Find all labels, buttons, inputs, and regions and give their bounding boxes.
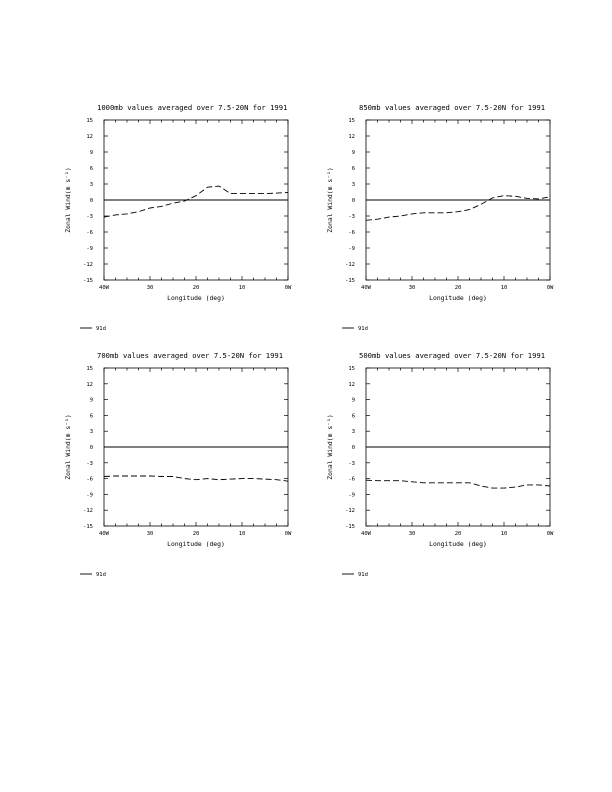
y-tick-label: 9: [89, 397, 93, 404]
y-tick-label: 12: [348, 134, 355, 140]
chart-panel-4: [326, 351, 554, 578]
y-tick-label: 12: [86, 134, 93, 140]
legend-label: 91d: [358, 326, 368, 332]
y-tick-label: -15: [83, 278, 93, 284]
x-tick-label: 30: [146, 531, 154, 537]
chart-panel-1: [64, 103, 292, 332]
y-tick-label: -6: [86, 230, 93, 236]
x-tick-label: 20: [454, 285, 462, 291]
y-tick-label: -9: [86, 246, 93, 252]
legend-label: 91d: [358, 572, 368, 578]
x-tick-label: 40W: [361, 531, 371, 537]
x-tick-label: 10: [238, 531, 246, 537]
x-tick-label: 20: [192, 285, 200, 291]
y-tick-label: -15: [345, 524, 355, 530]
legend-label: 91d: [96, 572, 106, 578]
y-tick-label: 15: [86, 118, 93, 124]
charts-container: [64, 103, 554, 578]
chart-title: 700mb values averaged over 7.5-20N for 1991: [97, 351, 284, 360]
x-tick-label: 40W: [361, 285, 371, 291]
y-tick-label: -3: [86, 214, 93, 220]
chart-title: 500mb values averaged over 7.5-20N for 1991: [359, 351, 546, 360]
y-tick-label: 9: [351, 150, 355, 156]
y-tick-label: 3: [351, 182, 355, 188]
x-tick-label: 0W: [546, 531, 554, 537]
y-tick-label: 6: [351, 413, 355, 420]
y-tick-label: -6: [348, 476, 355, 483]
chart-title: 1000mb values averaged over 7.5-20N for 1991: [97, 103, 288, 112]
y-tick-label: 12: [86, 381, 93, 388]
y-axis-label: Zonal Wind(m s⁻¹): [326, 167, 334, 233]
y-tick-label: -3: [86, 460, 93, 467]
y-tick-label: 12: [348, 381, 355, 388]
y-tick-label: -12: [345, 262, 355, 268]
chart-panel-3: [64, 351, 292, 578]
y-tick-label: 3: [89, 429, 93, 436]
y-tick-label: 9: [89, 150, 93, 156]
series-line-91d: [104, 476, 288, 481]
y-axis-label: Zonal Wind(m s⁻¹): [64, 414, 72, 480]
x-axis-label: Longitude (deg): [167, 540, 225, 548]
x-tick-label: 30: [408, 285, 416, 291]
y-tick-label: -15: [345, 278, 355, 284]
x-tick-label: 0W: [546, 285, 554, 291]
y-tick-label: 6: [89, 166, 93, 172]
x-tick-label: 10: [500, 531, 508, 537]
y-tick-label: 3: [351, 429, 355, 436]
y-tick-label: 0: [351, 445, 355, 451]
y-tick-label: 15: [86, 366, 93, 372]
y-tick-label: -12: [83, 262, 93, 268]
series-line-91d: [104, 186, 288, 217]
series-line-91d: [366, 196, 550, 221]
y-tick-label: -12: [345, 508, 355, 515]
y-tick-label: 6: [89, 413, 93, 420]
x-tick-label: 10: [500, 285, 508, 291]
y-tick-label: 0: [351, 198, 355, 204]
y-tick-label: -9: [86, 492, 93, 499]
y-axis-label: Zonal Wind(m s⁻¹): [326, 414, 334, 480]
x-tick-label: 40W: [99, 285, 109, 291]
y-tick-label: -6: [348, 230, 355, 236]
x-axis-label: Longitude (deg): [429, 540, 487, 548]
y-tick-label: 6: [351, 166, 355, 172]
y-tick-label: -3: [348, 460, 355, 467]
y-tick-label: -6: [86, 476, 93, 483]
legend-label: 91d: [96, 326, 106, 332]
y-tick-label: -9: [348, 492, 355, 499]
y-tick-label: -15: [83, 524, 93, 530]
y-tick-label: 15: [348, 366, 355, 372]
x-axis-label: Longitude (deg): [167, 294, 225, 302]
x-axis-label: Longitude (deg): [429, 294, 487, 302]
y-tick-label: 0: [89, 198, 93, 204]
y-tick-label: -9: [348, 246, 355, 252]
series-line-91d: [366, 480, 550, 488]
x-tick-label: 30: [146, 285, 154, 291]
x-tick-label: 10: [238, 285, 246, 291]
y-tick-label: 9: [351, 397, 355, 404]
x-tick-label: 30: [408, 531, 416, 537]
chart-panel-2: [326, 103, 554, 332]
y-tick-label: 15: [348, 118, 355, 124]
x-tick-label: 20: [192, 531, 200, 537]
y-tick-label: 0: [89, 445, 93, 451]
y-tick-label: -12: [83, 508, 93, 515]
x-tick-label: 0W: [284, 285, 292, 291]
x-tick-label: 20: [454, 531, 462, 537]
x-tick-label: 40W: [99, 531, 109, 537]
y-tick-label: 3: [89, 182, 93, 188]
chart-title: 850mb values averaged over 7.5-20N for 1991: [359, 103, 546, 112]
y-tick-label: -3: [348, 214, 355, 220]
x-tick-label: 0W: [284, 531, 292, 537]
y-axis-label: Zonal Wind(m s⁻¹): [64, 167, 72, 233]
